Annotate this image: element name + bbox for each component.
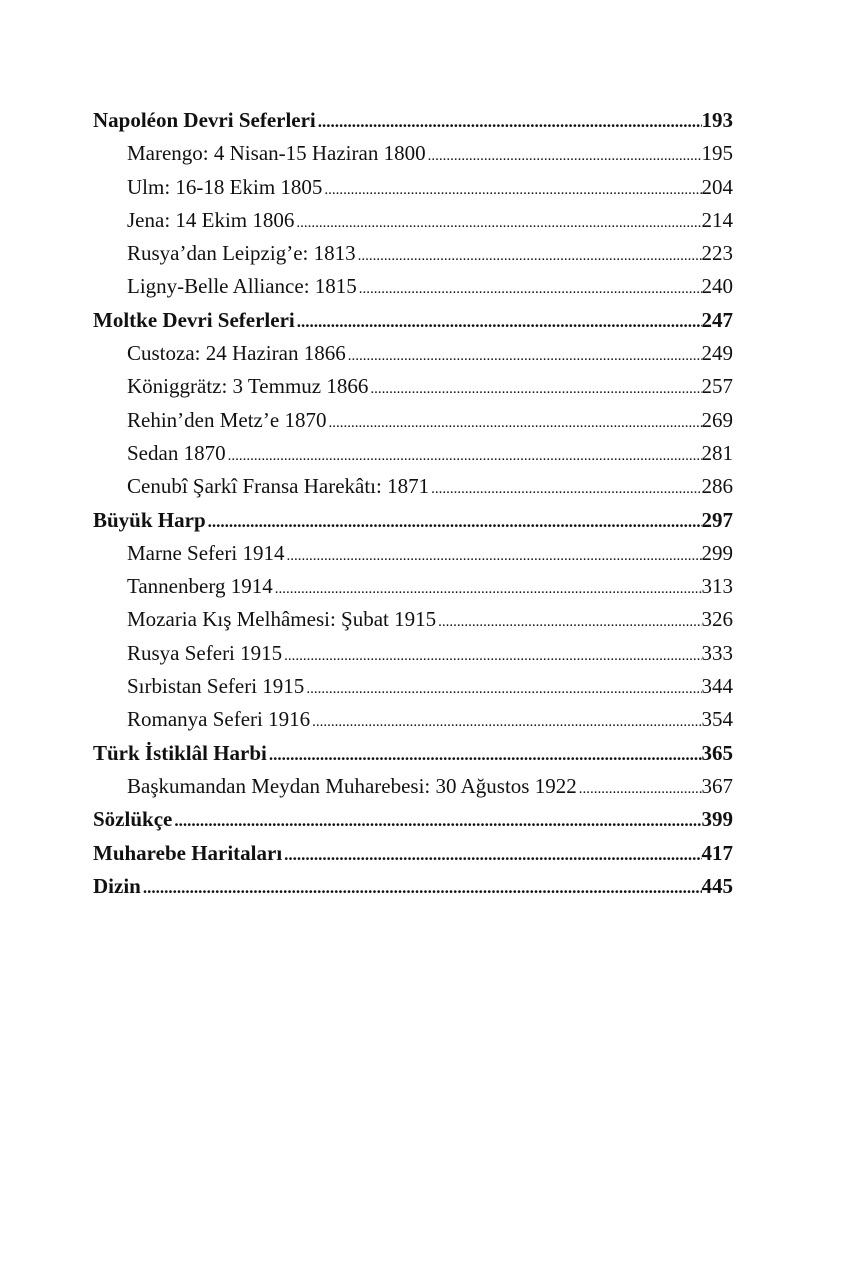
- toc-entry-title: Rusya’dan Leipzig’e: 1813: [127, 241, 356, 266]
- toc-entry-page: 249: [701, 341, 733, 366]
- dot-leader: [284, 540, 701, 570]
- dot-leader: [436, 606, 701, 636]
- toc-entry-tannenberg: [93, 570, 733, 603]
- dot-leader: [346, 340, 702, 370]
- toc-entry-ligny: [93, 270, 733, 303]
- dot-leader: [172, 804, 701, 836]
- toc-entry-page: 333: [701, 640, 733, 665]
- table-of-contents: [93, 104, 733, 903]
- dot-leader: [282, 838, 701, 870]
- dot-leader: [368, 373, 701, 403]
- toc-entry-title: Rusya Seferi 1915: [127, 640, 283, 665]
- dot-leader: [310, 706, 701, 736]
- dot-leader: [426, 140, 702, 170]
- toc-section-dizin: [93, 870, 733, 903]
- toc-entry-title: Türk İstiklâl Harbi: [93, 740, 267, 765]
- dot-leader: [206, 505, 702, 537]
- toc-entry-title: Sözlükçe: [93, 807, 173, 832]
- toc-section-haritalar: [93, 837, 733, 870]
- dot-leader: [294, 207, 701, 237]
- toc-entry-page: 354: [701, 707, 733, 732]
- toc-entry-romanya: [93, 703, 733, 736]
- toc-entry-page: 204: [701, 174, 733, 199]
- toc-section-napoleon: [93, 104, 733, 137]
- toc-entry-page: 247: [701, 307, 733, 332]
- dot-leader: [273, 573, 702, 603]
- toc-entry-title: Jena: 14 Ekim 1806: [127, 207, 295, 232]
- dot-leader: [357, 273, 702, 303]
- toc-entry-rusya: [93, 637, 733, 670]
- dot-leader: [577, 773, 702, 803]
- toc-entry-title: Marne Seferi 1914: [127, 540, 285, 565]
- toc-entry-leipzig: [93, 237, 733, 270]
- toc-entry-title: Muharebe Haritaları: [93, 840, 283, 865]
- dot-leader: [141, 871, 702, 903]
- toc-entry-title: Romanya Seferi 1916: [127, 707, 311, 732]
- toc-entry-title: Ulm: 16-18 Ekim 1805: [127, 174, 323, 199]
- toc-entry-page: 214: [701, 207, 733, 232]
- toc-entry-baskumandan: [93, 770, 733, 803]
- toc-entry-ulm: [93, 171, 733, 204]
- toc-entry-title: Marengo: 4 Nisan-15 Haziran 1800: [127, 141, 426, 166]
- toc-entry-title: Cenubî Şarkî Fransa Harekâtı: 1871: [127, 474, 430, 499]
- toc-entry-page: 257: [701, 374, 733, 399]
- toc-entry-page: 313: [701, 574, 733, 599]
- dot-leader: [226, 440, 702, 470]
- toc-entry-page: 281: [701, 440, 733, 465]
- toc-section-buyuk-harp: [93, 504, 733, 537]
- toc-entry-page: 299: [701, 540, 733, 565]
- toc-entry-title: Büyük Harp: [93, 507, 206, 532]
- dot-leader: [267, 738, 702, 770]
- dot-leader: [304, 673, 701, 703]
- toc-entry-title: Custoza: 24 Haziran 1866: [127, 341, 346, 366]
- toc-entry-page: 445: [701, 873, 733, 898]
- dot-leader: [316, 105, 702, 137]
- toc-entry-title: Dizin: [93, 873, 141, 898]
- toc-entry-mozaria: [93, 603, 733, 636]
- toc-entry-title: Moltke Devri Seferleri: [93, 307, 295, 332]
- toc-entry-title: Sırbistan Seferi 1915: [127, 674, 305, 699]
- dot-leader: [326, 407, 701, 437]
- toc-section-istiklal: [93, 737, 733, 770]
- toc-entry-sirbistan: [93, 670, 733, 703]
- toc-entry-jena: [93, 204, 733, 237]
- toc-entry-page: 326: [701, 607, 733, 632]
- toc-entry-page: 297: [701, 507, 733, 532]
- toc-entry-page: 195: [701, 141, 733, 166]
- toc-entry-page: 417: [701, 840, 733, 865]
- toc-entry-title: Tannenberg 1914: [127, 574, 273, 599]
- toc-entry-metz: [93, 404, 733, 437]
- dot-leader: [429, 473, 701, 503]
- toc-entry-title: Başkumandan Meydan Muharebesi: 30 Ağustos 1922: [127, 773, 577, 798]
- toc-entry-page: 193: [701, 108, 733, 132]
- toc-section-moltke: [93, 304, 733, 337]
- toc-entry-page: 286: [701, 474, 733, 499]
- toc-entry-title: Königgrätz: 3 Temmuz 1866: [127, 374, 369, 399]
- toc-section-sozlukce: [93, 803, 733, 836]
- toc-entry-fransa: [93, 470, 733, 503]
- toc-entry-page: 344: [701, 674, 733, 699]
- toc-entry-title: Ligny-Belle Alliance: 1815: [127, 274, 357, 299]
- dot-leader: [356, 240, 702, 270]
- toc-entry-title: Mozaria Kış Melhâmesi: Şubat 1915: [127, 607, 437, 632]
- toc-entry-title: Rehin’den Metz’e 1870: [127, 407, 327, 432]
- toc-entry-page: 223: [701, 241, 733, 266]
- toc-entry-custoza: [93, 337, 733, 370]
- toc-entry-page: 365: [701, 740, 733, 765]
- toc-entry-page: 269: [701, 407, 733, 432]
- toc-entry-marengo: [93, 137, 733, 170]
- toc-entry-page: 240: [701, 274, 733, 299]
- toc-entry-sedan: [93, 437, 733, 470]
- dot-leader: [282, 640, 701, 670]
- dot-leader: [295, 305, 702, 337]
- toc-entry-title: Napoléon Devri Seferleri: [93, 108, 316, 132]
- toc-entry-title: Sedan 1870: [127, 440, 226, 465]
- dot-leader: [322, 174, 701, 204]
- toc-entry-marne: [93, 537, 733, 570]
- toc-entry-page: 367: [701, 773, 733, 798]
- toc-entry-page: 399: [701, 807, 733, 832]
- toc-entry-koniggratz: [93, 370, 733, 403]
